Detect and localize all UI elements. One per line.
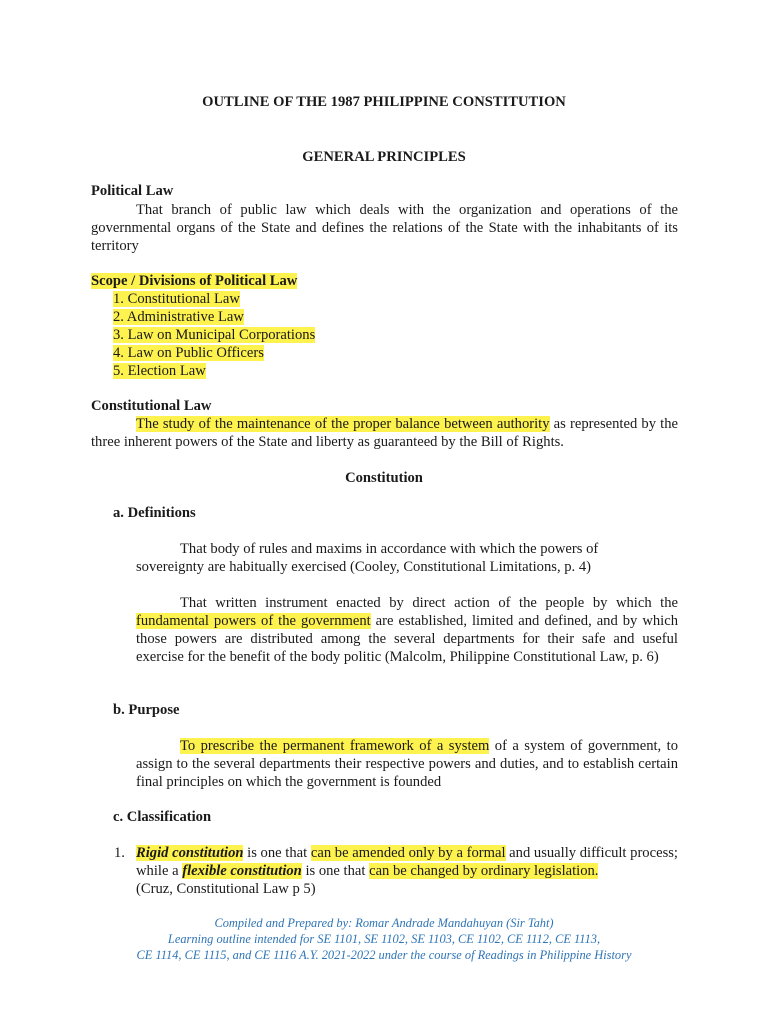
constitution-heading: Constitution xyxy=(345,470,423,486)
constitutional-law-heading: Constitutional Law xyxy=(91,398,212,414)
purpose-heading: b. Purpose xyxy=(113,702,180,718)
definitions-heading: a. Definitions xyxy=(113,505,196,521)
list-item: 2. Administrative Law xyxy=(113,309,244,325)
definition-2: That written instrument enacted by direct action of the people by which the fundamental powers of the government are established, limited and defined, and by which those powers are distributed among the several departments for their safe and useful exercise for the benefit of the body politic (Malcolm, Philippine Constitutional Law, p. 6) xyxy=(136,595,678,665)
purpose-body: To prescribe the permanent framework of a system of a system of government, to assign to the several departments their respective powers and duties, and to establish certain final principles on which the government is founded xyxy=(136,738,678,790)
list-item: 5. Election Law xyxy=(113,363,206,379)
footer-line-2: Learning outline intended for SE 1101, SE 1102, SE 1103, CE 1102, CE 1112, CE 1113, xyxy=(167,932,601,946)
document-title: OUTLINE OF THE 1987 PHILIPPINE CONSTITUTION xyxy=(202,94,566,110)
constitutional-law-body: The study of the maintenance of the proper balance between authority as represented by the three inherent powers of the State and liberty as guaranteed by the Bill of Rights. xyxy=(91,416,678,450)
section-heading: GENERAL PRINCIPLES xyxy=(302,149,466,165)
definition-1: That body of rules and maxims in accordance with which the powers of sovereignty are habitually exercised (Cooley, Constitutional Limitations, p. 4) xyxy=(136,541,599,575)
list-item: 4. Law on Public Officers xyxy=(113,345,264,361)
scope-heading: Scope / Divisions of Political Law xyxy=(91,273,298,289)
list-item: 3. Law on Municipal Corporations xyxy=(113,327,316,343)
footer-line-3: CE 1114, CE 1115, and CE 1116 A.Y. 2021-2022 under the course of Readings in Philippine History xyxy=(136,948,632,962)
scope-list xyxy=(113,290,315,380)
political-law-body: That branch of public law which deals with the organization and operations of the governmental organs of the State and defines the relations of the State with the inhabitants of its territory xyxy=(91,202,678,254)
classification-number: 1. xyxy=(114,845,125,861)
classification-body: Rigid constitution is one that can be amended only by a formal and usually difficult process; while a flexible constitution is one that can be changed by ordinary legislation. (Cruz, Constitutional Law p 5) xyxy=(136,845,678,897)
footer-line-1: Compiled and Prepared by: Romar Andrade Mandahuyan (Sir Taht) xyxy=(214,916,554,930)
classification-heading: c. Classification xyxy=(113,809,212,825)
political-law-heading: Political Law xyxy=(91,183,174,199)
list-item: 1. Constitutional Law xyxy=(113,291,240,307)
